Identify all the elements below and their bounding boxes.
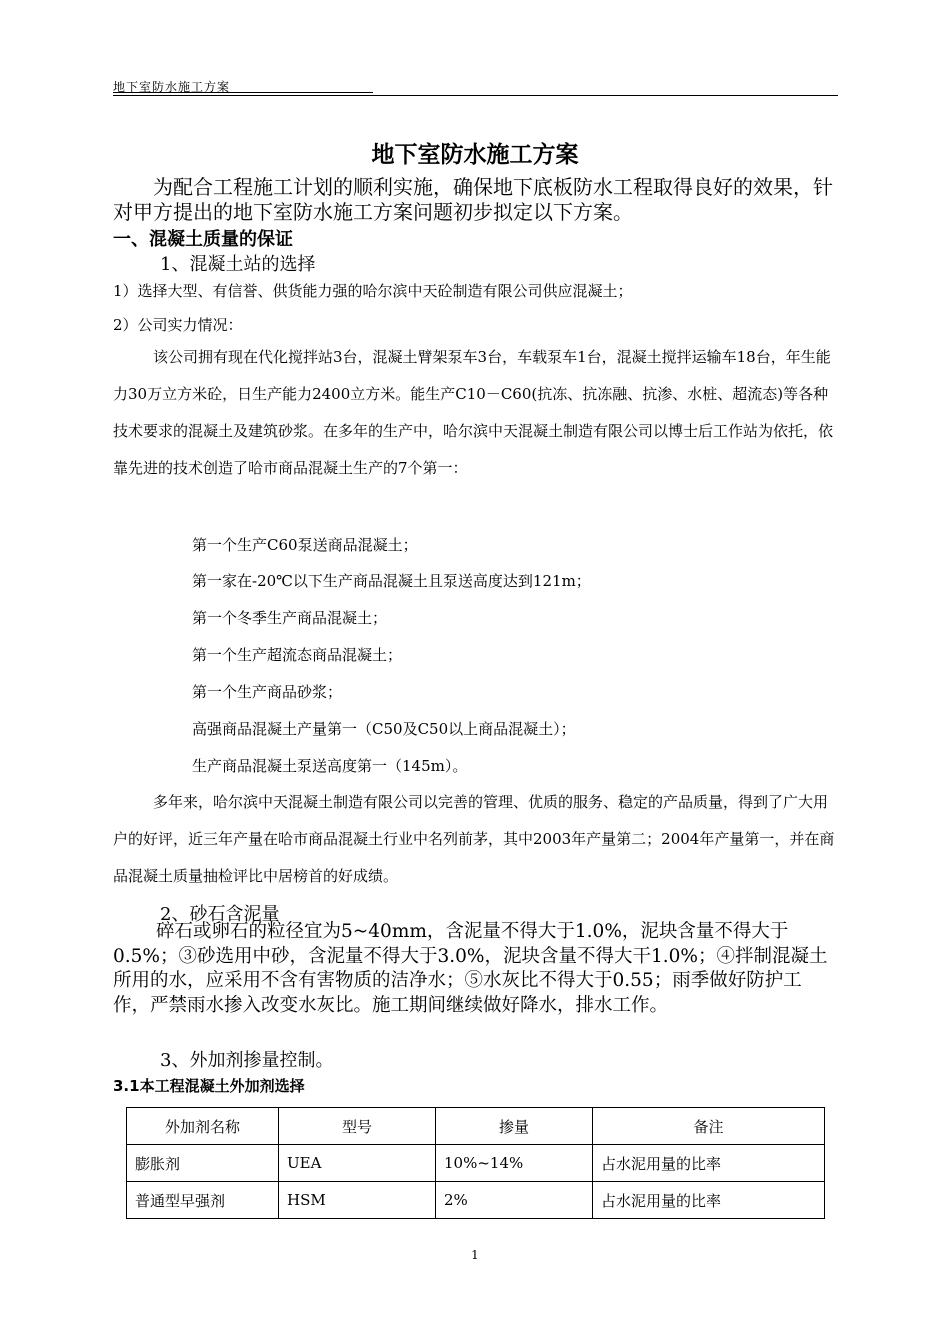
table-row	[127, 1182, 825, 1219]
header-rule-short	[113, 92, 373, 93]
first-item: 第一个生产超流态商品混凝土；	[192, 646, 403, 664]
list-item-2: 2）公司实力情况：	[113, 316, 243, 334]
aggregate-paragraph: 碎石或卵石的粒径宜为5~40mm，含泥量不得大于1.0%，泥块含量不得大于0.5%；③砂选用中砂，含泥量不得大于3.0%，泥块含量不得大干1.0%；④拌制混凝土所用的水，应采用不含有害物质的洁净水；⑤水灰比不得大于0.55；雨季做好防护工作，严禁雨水掺入改变水灰比。施工期间继续做好降水，排水工作。	[113, 921, 828, 1016]
table-header-cell: 型号	[279, 1108, 436, 1145]
table-cell: 普通型早强剂	[127, 1182, 279, 1219]
subsection-3-heading: 3、外加剂掺量控制。	[160, 1050, 334, 1071]
list-item-1: 1）选择大型、有信誉、供货能力强的哈尔滨中天砼制造有限公司供应混凝土；	[113, 282, 633, 300]
running-header: 地下室防水施工方案	[113, 80, 231, 94]
table-header-cell: 掺量	[436, 1108, 593, 1145]
subsection-1-heading: 1、混凝土站的选择	[160, 254, 316, 275]
table-cell: 占水泥用量的比率	[593, 1145, 825, 1182]
admixture-table	[126, 1107, 825, 1219]
page-number: 1	[471, 1248, 479, 1262]
header-rule	[113, 95, 838, 96]
first-item: 第一个冬季生产商品混凝土；	[192, 609, 388, 627]
table-cell: 10%~14%	[436, 1145, 593, 1182]
table-header-row	[127, 1108, 825, 1145]
table-cell: UEA	[279, 1145, 436, 1182]
document-title: 地下室防水施工方案	[371, 142, 579, 168]
table-cell: 膨胀剂	[127, 1145, 279, 1182]
table-cell: HSM	[279, 1182, 436, 1219]
table-header-cell: 外加剂名称	[127, 1108, 279, 1145]
first-item: 第一个生产C60泵送商品混凝土；	[192, 536, 418, 554]
subsection-3-1-heading: 3.1本工程混凝土外加剂选择	[113, 1077, 305, 1095]
first-item: 第一家在-20℃以下生产商品混凝土且泵送高度达到121m；	[192, 572, 591, 590]
subsection-2-heading: 2、砂石含泥量	[160, 904, 280, 925]
table-row	[127, 1145, 825, 1182]
intro-paragraph: 为配合工程施工计划的顺利实施，确保地下底板防水工程取得良好的效果，针对甲方提出的地下室防水施工方案问题初步拟定以下方案。	[113, 175, 833, 224]
table-header-cell: 备注	[593, 1108, 825, 1145]
first-item: 第一个生产商品砂浆；	[192, 683, 343, 701]
section-1-heading: 一、混凝土质量的保证	[113, 229, 293, 250]
first-item: 生产商品混凝土泵送高度第一（145m）。	[192, 757, 468, 775]
table-cell: 2%	[436, 1182, 593, 1219]
company-paragraph: 该公司拥有现在代化搅拌站3台，混凝土臂架泵车3台，车载泵车1台，混凝土搅拌运输车18台，年生能力30万立方米砼，日生产能力2400立方米。能生产C10－C60(抗冻、抗冻融、抗渗、水桩、超流态)等各种技术要求的混凝土及建筑砂浆。在多年的生产中，哈尔滨中天混凝土制造有限公司以博士后工作站为依托，依靠先进的技术创造了哈市商品混凝土生产的7个第一：	[113, 348, 834, 477]
table-cell: 占水泥用量的比率	[593, 1182, 825, 1219]
reputation-paragraph: 多年来，哈尔滨中天混凝土制造有限公司以完善的管理、优质的服务、稳定的产品质量，得到了广大用户的好评，近三年产量在哈市商品混凝土行业中名列前茅，其中2003年产量第二；2004年产量第一，并在商品混凝土质量抽检评比中居榜首的好成绩。	[113, 793, 835, 885]
first-item: 高强商品混凝土产量第一（C50及C50以上商品混凝土）；	[192, 720, 576, 738]
